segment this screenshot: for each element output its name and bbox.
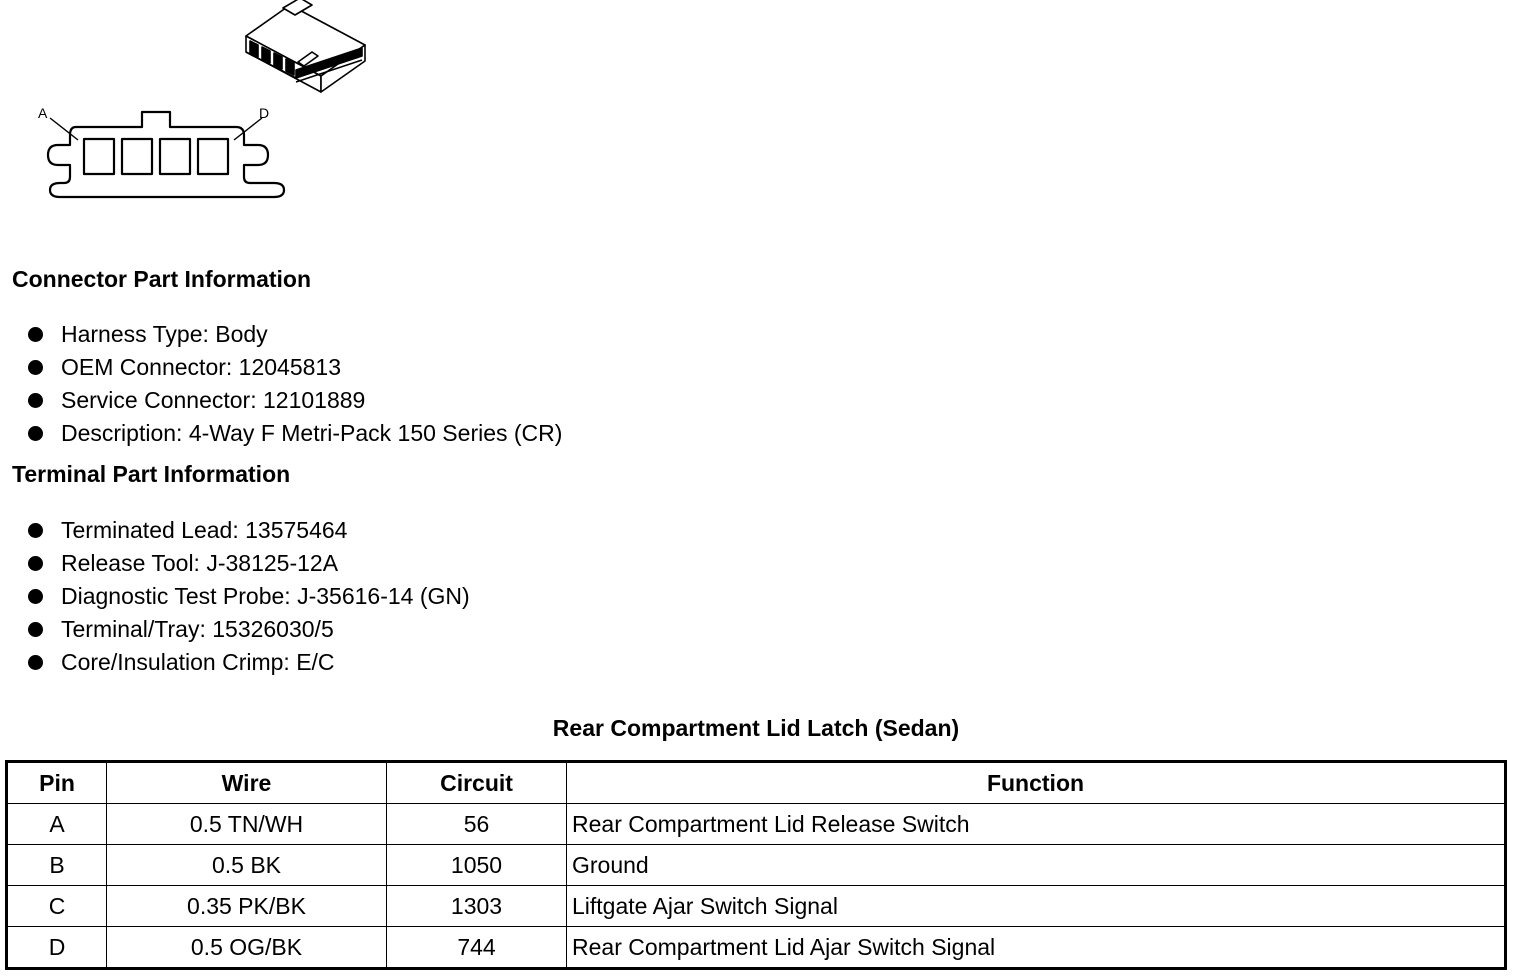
bullet-icon bbox=[28, 589, 43, 604]
connector-info-list bbox=[28, 318, 562, 450]
cell-wire: 0.5 OG/BK bbox=[107, 927, 387, 969]
bullet-icon bbox=[28, 393, 43, 408]
list-item-text: Harness Type: Body bbox=[61, 321, 268, 347]
list-item-text: OEM Connector: 12045813 bbox=[61, 354, 342, 380]
table-header-row bbox=[7, 762, 1506, 804]
bullet-icon bbox=[28, 556, 43, 571]
cell-function: Ground bbox=[567, 845, 1506, 886]
list-item-text: Description: 4-Way F Metri-Pack 150 Series (CR) bbox=[61, 420, 563, 446]
bullet-icon bbox=[28, 523, 43, 538]
list-item bbox=[28, 580, 470, 613]
cell-pin: B bbox=[7, 845, 107, 886]
pin-d-label: D bbox=[259, 105, 270, 121]
pinout-table bbox=[5, 760, 1507, 970]
list-item-text: Core/Insulation Crimp: E/C bbox=[61, 649, 335, 675]
list-item bbox=[28, 384, 562, 417]
cell-wire: 0.5 TN/WH bbox=[107, 804, 387, 845]
connector-3d-illustration bbox=[246, 0, 365, 92]
header-wire: Wire bbox=[107, 762, 387, 804]
cell-wire: 0.35 PK/BK bbox=[107, 886, 387, 927]
header-pin: Pin bbox=[7, 762, 107, 804]
cell-circuit: 744 bbox=[387, 927, 567, 969]
bullet-icon bbox=[28, 327, 43, 342]
list-item bbox=[28, 547, 470, 580]
cell-circuit: 56 bbox=[387, 804, 567, 845]
cell-wire: 0.5 BK bbox=[107, 845, 387, 886]
list-item-text: Terminal/Tray: 15326030/5 bbox=[61, 616, 334, 642]
cell-pin: C bbox=[7, 886, 107, 927]
cell-pin: D bbox=[7, 927, 107, 969]
list-item-text: Service Connector: 12101889 bbox=[61, 387, 366, 413]
connector-face-view bbox=[48, 112, 284, 197]
pin-a-label: A bbox=[38, 105, 48, 121]
connector-diagram bbox=[0, 0, 420, 215]
connector-info-heading: Connector Part Information bbox=[12, 266, 312, 292]
bullet-icon bbox=[28, 622, 43, 637]
list-item-text: Diagnostic Test Probe: J-35616-14 (GN) bbox=[61, 583, 470, 609]
list-item bbox=[28, 351, 562, 384]
table-row bbox=[7, 845, 1506, 886]
cell-pin: A bbox=[7, 804, 107, 845]
cell-function: Rear Compartment Lid Release Switch bbox=[567, 804, 1506, 845]
list-item bbox=[28, 417, 562, 450]
list-item bbox=[28, 646, 470, 679]
list-item bbox=[28, 318, 562, 351]
terminal-info-heading: Terminal Part Information bbox=[12, 461, 291, 487]
cell-function: Liftgate Ajar Switch Signal bbox=[567, 886, 1506, 927]
header-circuit: Circuit bbox=[387, 762, 567, 804]
cell-circuit: 1303 bbox=[387, 886, 567, 927]
cell-circuit: 1050 bbox=[387, 845, 567, 886]
table-row bbox=[7, 927, 1506, 969]
terminal-info-list bbox=[28, 514, 470, 679]
table-row bbox=[7, 804, 1506, 845]
list-item-text: Terminated Lead: 13575464 bbox=[61, 517, 348, 543]
list-item bbox=[28, 613, 470, 646]
list-item bbox=[28, 514, 470, 547]
table-row bbox=[7, 886, 1506, 927]
bullet-icon bbox=[28, 360, 43, 375]
table-title: Rear Compartment Lid Latch (Sedan) bbox=[552, 715, 960, 741]
cell-function: Rear Compartment Lid Ajar Switch Signal bbox=[567, 927, 1506, 969]
bullet-icon bbox=[28, 655, 43, 670]
header-function: Function bbox=[567, 762, 1506, 804]
bullet-icon bbox=[28, 426, 43, 441]
list-item-text: Release Tool: J-38125-12A bbox=[61, 550, 339, 576]
